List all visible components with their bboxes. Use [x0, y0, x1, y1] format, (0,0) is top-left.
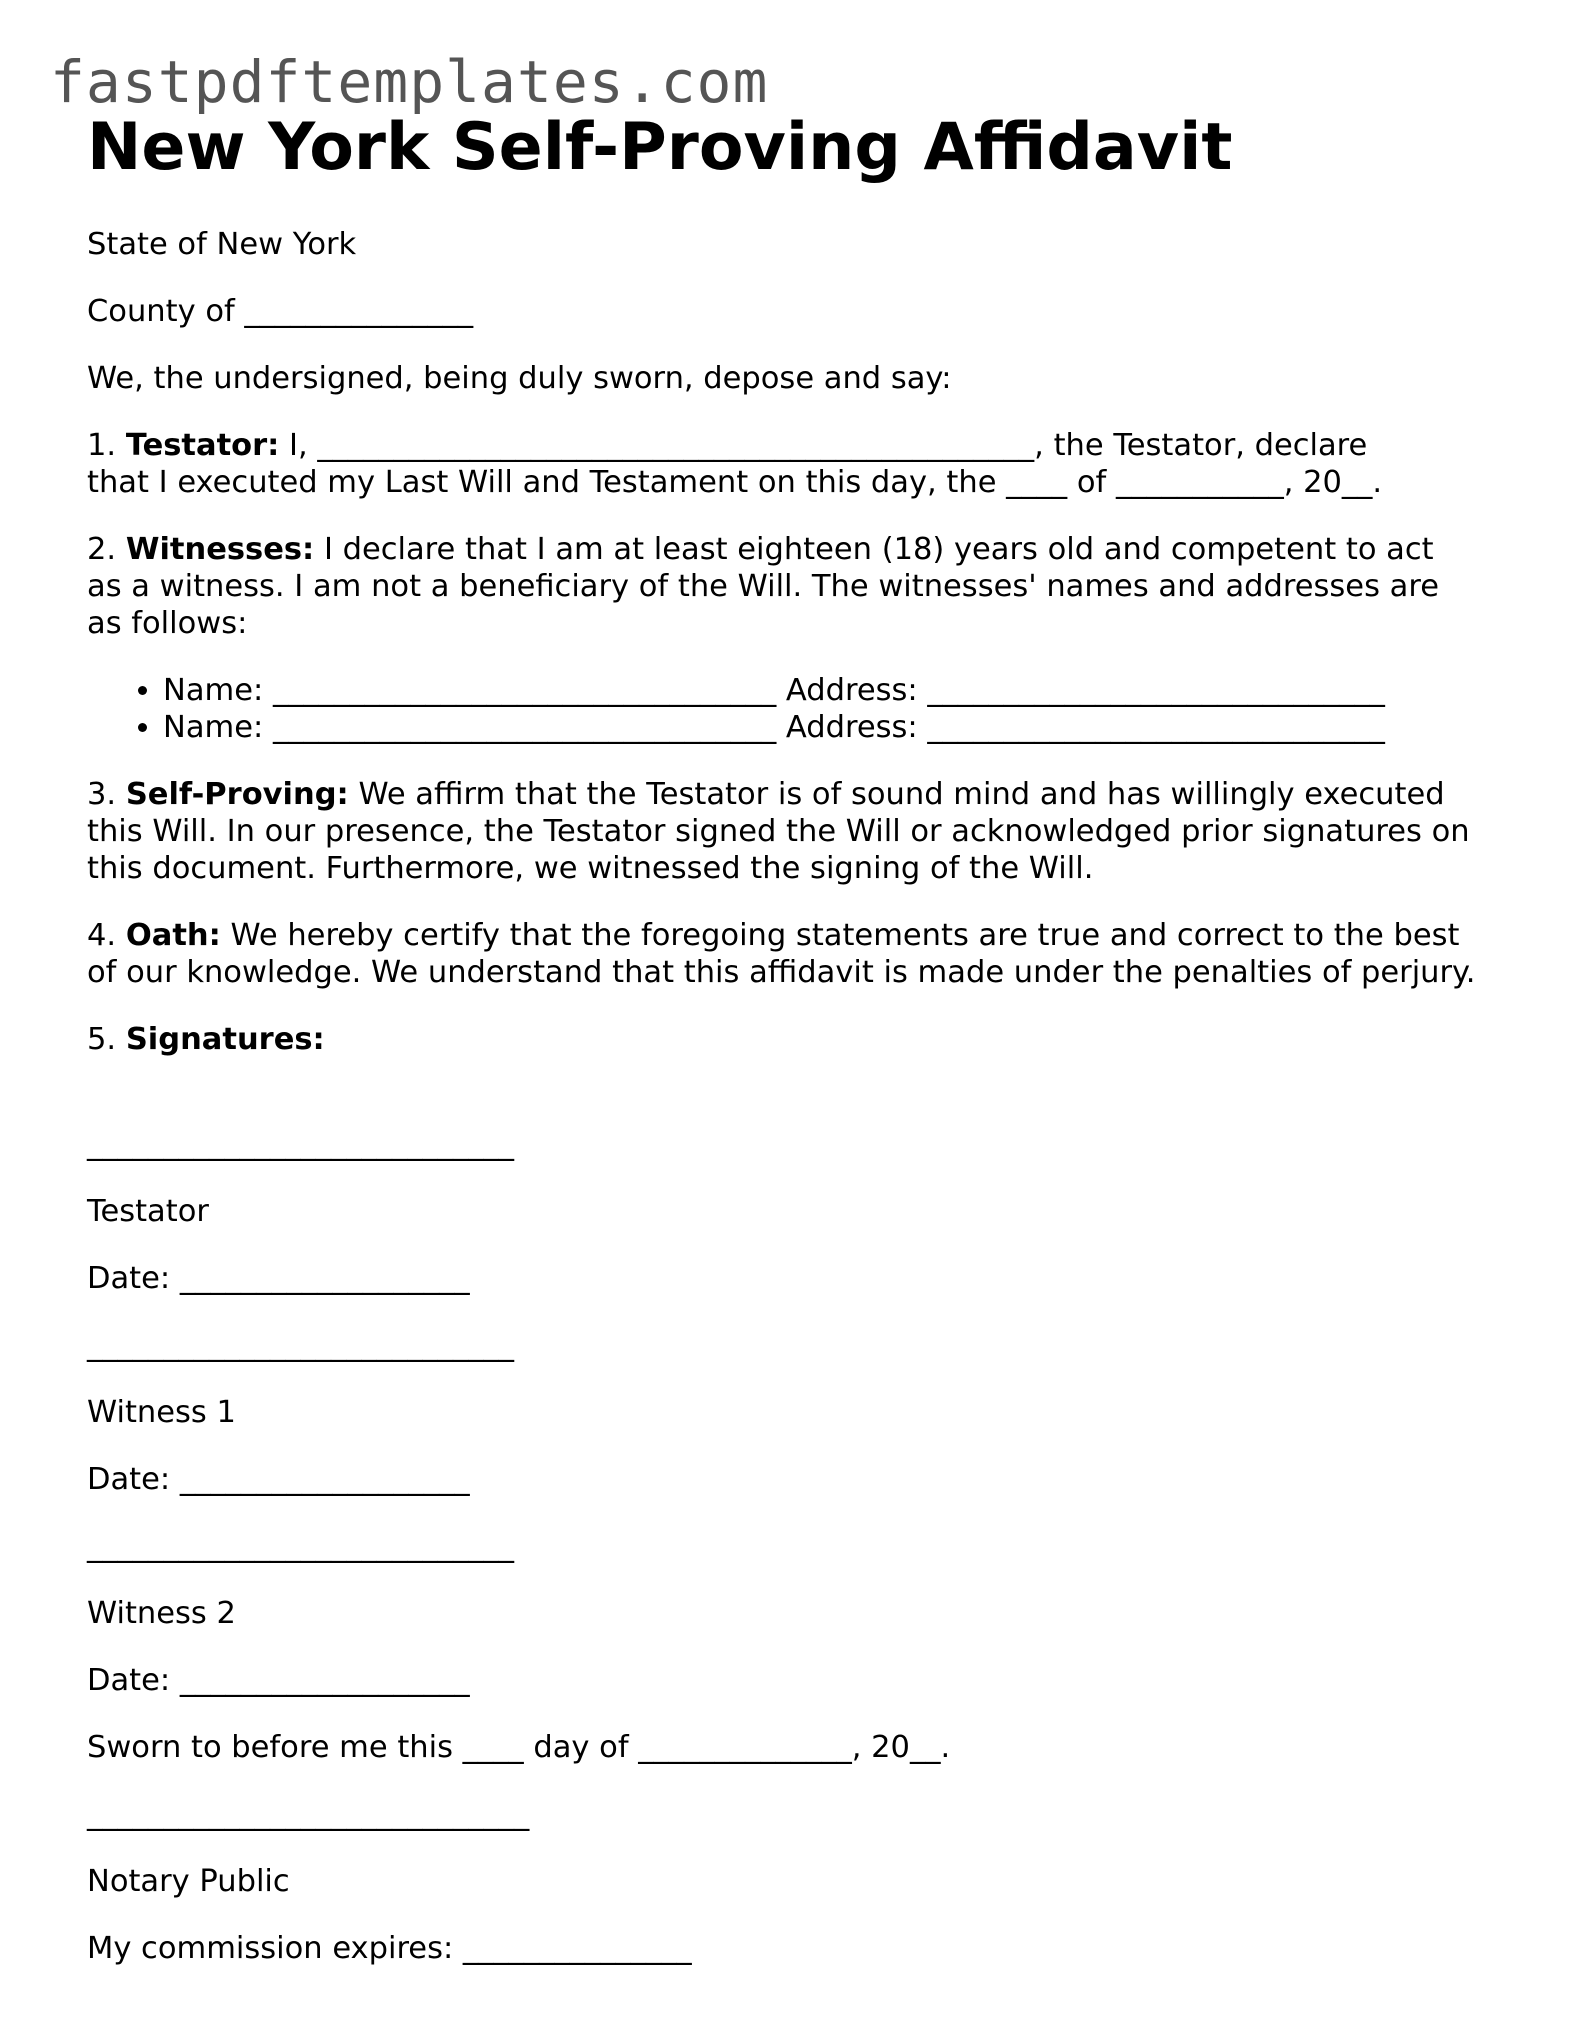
notary-signature-line: _____________________________ [87, 1797, 530, 1832]
witness-1-date: Date: ___________________ [87, 1462, 470, 1497]
testator-signature-line: ____________________________ [87, 1127, 514, 1162]
watermark: fastpdftemplates.com [50, 48, 769, 116]
notary-label: Notary Public [87, 1864, 290, 1899]
section-text: I, _______________________________________________, the Testator, declare [289, 428, 1368, 463]
commission-expires: My commission expires: _______________ [87, 1931, 692, 1966]
intro-line: We, the undersigned, being duly sworn, depose and say: [87, 361, 952, 396]
section-text: I declare that I am at least eighteen (18) years old and competent to act [323, 532, 1434, 567]
section-text: that I executed my Last Will and Testament on this day, the ____ of ___________, 20__. [87, 465, 1383, 500]
section-testator [87, 427, 1487, 501]
testator-label: Testator [87, 1194, 209, 1229]
state-line: State of New York [87, 227, 357, 262]
section-text: as a witness. I am not a beneficiary of the Will. The witnesses' names and addresses are [87, 569, 1439, 604]
witness-entry: • Name: _________________________________ Address: ______________________________ [163, 672, 1487, 709]
county-line: County of _______________ [87, 294, 474, 329]
section-number: 2. [87, 532, 117, 567]
testator-date: Date: ___________________ [87, 1261, 470, 1296]
section-text: of our knowledge. We understand that this affidavit is made under the penalties of perjury. [87, 955, 1476, 990]
witness-entry: • Name: _________________________________ Address: ______________________________ [163, 709, 1487, 746]
section-signatures [87, 1021, 1487, 1058]
section-witnesses [87, 531, 1487, 642]
witness-2-signature-line: ____________________________ [87, 1529, 514, 1564]
section-number: 5. [87, 1022, 117, 1057]
section-text: We hereby certify that the foregoing statements are true and correct to the best [230, 918, 1460, 953]
section-number: 4. [87, 918, 117, 953]
section-text: this document. Furthermore, we witnessed the signing of the Will. [87, 851, 1094, 886]
section-heading: Self-Proving: [125, 777, 349, 812]
section-text: We affirm that the Testator is of sound mind and has willingly executed [358, 777, 1445, 812]
section-self-proving [87, 776, 1487, 887]
witness-1-signature-line: ____________________________ [87, 1328, 514, 1363]
notary-sworn-line: Sworn to before me this ____ day of ______________, 20__. [87, 1730, 951, 1765]
section-heading: Signatures: [125, 1022, 325, 1057]
witness-1-label: Witness 1 [87, 1395, 236, 1430]
section-text: as follows: [87, 606, 248, 641]
document-title: New York Self-Proving Affidavit [87, 110, 1233, 185]
section-number: 1. [87, 428, 117, 463]
section-number: 3. [87, 777, 117, 812]
witness-2-label: Witness 2 [87, 1596, 236, 1631]
section-oath [87, 917, 1487, 991]
affidavit-body [87, 226, 1487, 1997]
section-heading: Oath: [125, 918, 221, 953]
witness-list [87, 672, 1487, 746]
witness-2-date: Date: ___________________ [87, 1663, 470, 1698]
section-heading: Witnesses: [125, 532, 315, 567]
section-text: this Will. In our presence, the Testator signed the Will or acknowledged prior signatures on [87, 814, 1470, 849]
section-heading: Testator: [125, 428, 280, 463]
